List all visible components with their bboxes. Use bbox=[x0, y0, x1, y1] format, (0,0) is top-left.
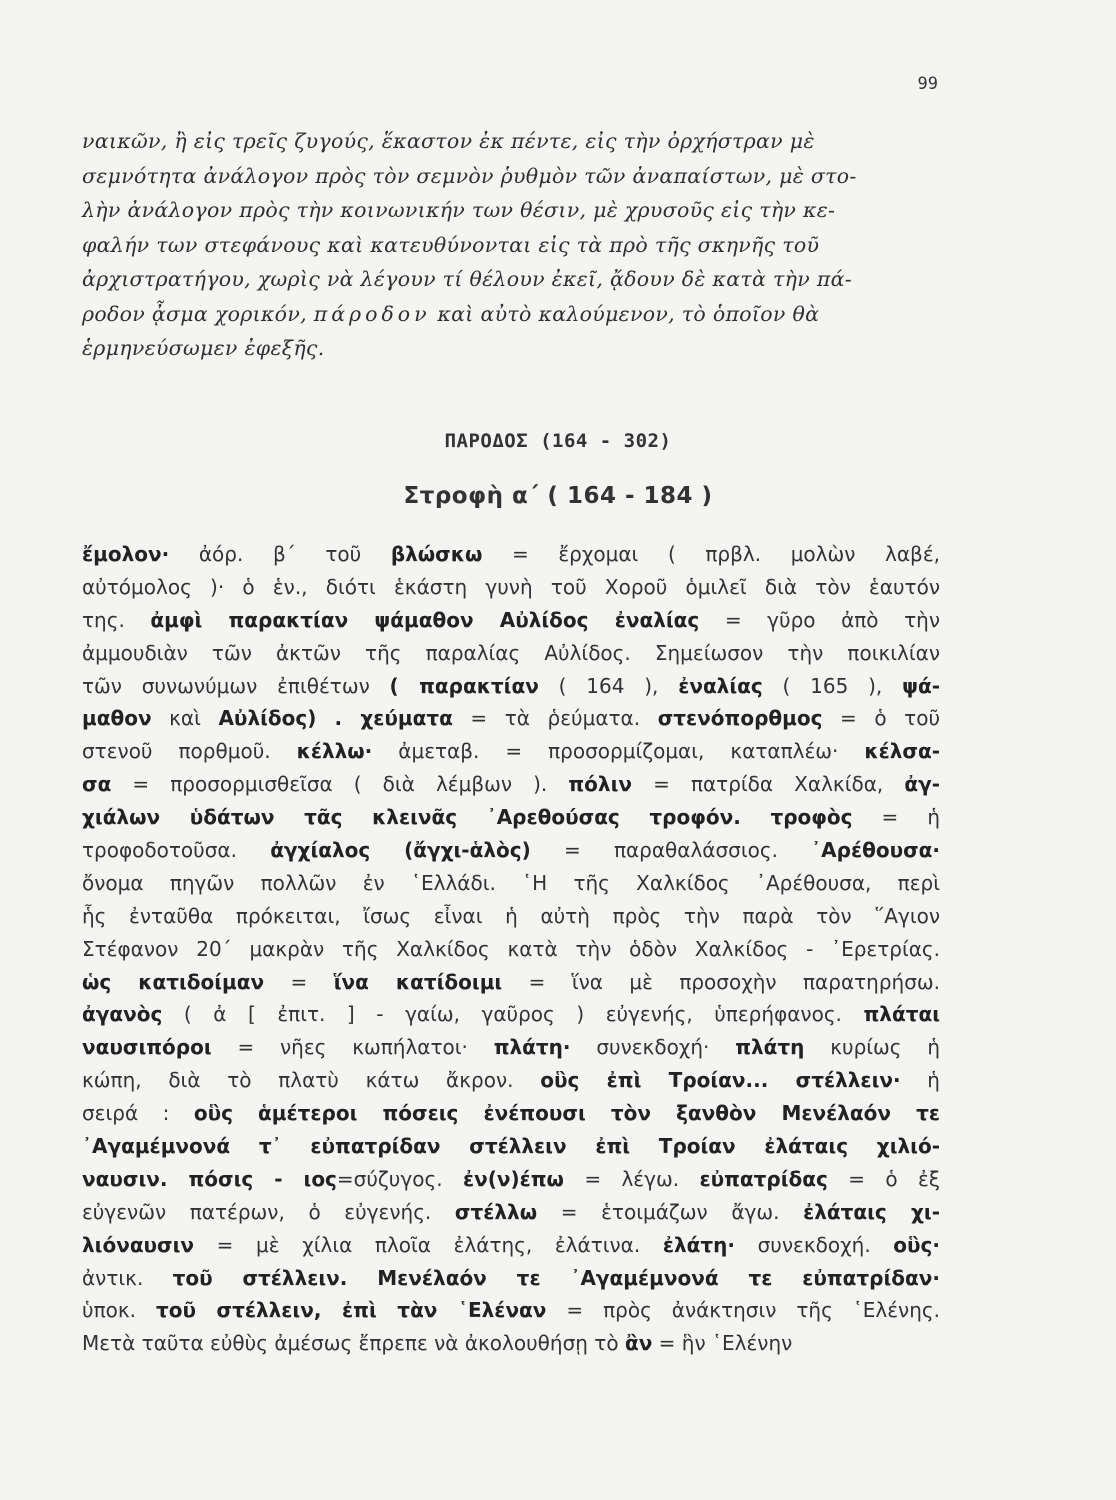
commentary-text-segment: = μὲ χίλια πλοῖα ἐλάτης, ἐλάτινα. bbox=[194, 1232, 663, 1257]
commentary-line bbox=[82, 998, 940, 1031]
commentary-text bbox=[82, 538, 940, 1360]
intro-line bbox=[82, 297, 938, 332]
commentary-text-segment: = bbox=[264, 969, 334, 994]
intro-text: καὶ αὐτὸ καλούμενον, τὸ ὁποῖον θὰ bbox=[437, 301, 820, 326]
keyword: ἐλάταις χι- bbox=[803, 1199, 941, 1224]
intro-line: ἀρχιστρατήγου, χωρὶς νὰ λέγουν τί θέλουν ἐκεῖ, ᾄδουν δὲ κατὰ τὴν πά- bbox=[82, 267, 852, 291]
commentary-line bbox=[82, 1229, 940, 1262]
commentary-text-segment: = ἵνα μὲ προσοχὴν παρατηρήσω. bbox=[502, 969, 940, 994]
commentary-text-segment: = ἣν ῾Ελένην bbox=[652, 1331, 793, 1356]
commentary-line bbox=[82, 1064, 940, 1097]
commentary-line bbox=[82, 637, 940, 670]
keyword: ἔμολον· bbox=[82, 542, 170, 566]
keyword: ( παρακτίαν bbox=[389, 673, 539, 698]
keyword: εὐπατρίδας bbox=[699, 1166, 828, 1191]
commentary-text-segment: = ἔρχομαι ( πρβλ. μολὼν λαβέ, bbox=[482, 542, 940, 566]
commentary-line bbox=[82, 1163, 940, 1196]
commentary-text-segment: = ἑτοιμάζων ἄγω. bbox=[537, 1199, 804, 1224]
intro-paragraph bbox=[82, 124, 938, 366]
commentary-line bbox=[82, 571, 940, 604]
commentary-text-segment: καὶ bbox=[151, 706, 219, 731]
intro-line: λὴν ἀνάλογον πρὸς τὴν κοινωνικήν των θέσιν, μὲ χρυσοῦς εἰς τὴν κε- bbox=[82, 198, 836, 222]
commentary-text-segment: = γῦρο ἀπὸ τὴν bbox=[699, 607, 940, 632]
keyword: ἀγχίαλος (ἄγχι-ἁλὸς) bbox=[270, 838, 531, 863]
commentary-text-segment: Μετὰ ταῦτα εὐθὺς ἀμέσως ἔπρεπε νὰ ἀκολουθήσῃ τὸ bbox=[82, 1331, 625, 1356]
commentary-text-segment: = ὁ ἐξ bbox=[827, 1166, 940, 1191]
commentary-text-segment: = νῆες κωπήλατοι· bbox=[211, 1035, 494, 1060]
commentary-text-segment: = ἡ bbox=[852, 805, 940, 830]
keyword: ἐν(ν)έπω bbox=[462, 1166, 564, 1191]
spaced-term: πάροδον bbox=[313, 301, 431, 326]
commentary-text-segment: κυρίως ἡ bbox=[804, 1035, 941, 1060]
commentary-text-segment: αὐτόμολος )· ὁ ἑν., διότι ἑκάστη γυνὴ τοῦ Χοροῦ ὁμιλεῖ διὰ τὸν ἑαυτόν bbox=[82, 574, 940, 599]
page-number: 99 bbox=[917, 74, 938, 94]
keyword: ἀγ- bbox=[904, 772, 940, 797]
keyword: ἂν bbox=[624, 1331, 653, 1356]
intro-line: ναικῶν, ἢ εἰς τρεῖς ζυγούς, ἕκαστον ἐκ πέντε, εἰς τὴν ὀρχήστραν μὲ bbox=[82, 129, 815, 153]
commentary-line bbox=[82, 1097, 940, 1130]
keyword: ἵνα κατίδοιμι bbox=[333, 969, 503, 994]
intro-line: φαλήν των στεφάνους καὶ κατευθύνονται εἰς τὰ πρὸ τῆς σκηνῆς τοῦ bbox=[82, 232, 820, 257]
keyword: πόλιν bbox=[568, 772, 632, 797]
commentary-text-segment: = λέγω. bbox=[563, 1166, 700, 1191]
commentary-line bbox=[82, 1294, 940, 1327]
intro-text: ροδον ᾆσμα χορικόν, bbox=[82, 301, 307, 326]
commentary-line bbox=[82, 1130, 940, 1163]
keyword: οὓς ἐπὶ Τροίαν... στέλλειν· bbox=[540, 1068, 901, 1093]
keyword: ἐλάτη· bbox=[662, 1232, 735, 1257]
commentary-line bbox=[82, 538, 940, 571]
commentary-line bbox=[82, 670, 940, 703]
keyword: χιάλων ὑδάτων τᾶς κλεινᾶς ᾿Αρεθούσας τροφόν. τροφὸς bbox=[82, 805, 853, 830]
keyword: ᾿Αγαμέμνονά τ᾿ εὐπατρίδαν στέλλειν ἐπὶ Τροίαν ἐλάταις χιλιό- bbox=[82, 1134, 940, 1159]
commentary-text-segment: ἀντικ. bbox=[82, 1265, 173, 1290]
commentary-text-segment: ( 165 ), bbox=[762, 673, 903, 698]
commentary-text-segment: ὄνομα πηγῶν πολλῶν ἐν ῾Ελλάδι. ῾Η τῆς Χαλκίδος ᾿Αρέθουσα, περὶ bbox=[82, 870, 940, 895]
keyword: σα bbox=[82, 772, 112, 797]
keyword: ὡς κατιδοίμαν bbox=[82, 969, 265, 994]
commentary-text-segment: ἀόρ. β΄ τοῦ bbox=[169, 542, 391, 566]
commentary-line bbox=[82, 933, 940, 966]
commentary-line bbox=[82, 900, 940, 933]
keyword: κέλσα- bbox=[864, 739, 940, 764]
commentary-line bbox=[82, 1262, 940, 1295]
commentary-text-segment: = πατρίδα Χαλκίδα, bbox=[632, 772, 905, 797]
intro-line: ἑρμηνεύσωμεν ἐφεξῆς. bbox=[82, 336, 325, 360]
commentary-text-segment: ἧς ἐνταῦθα πρόκειται, ἴσως εἶναι ἡ αὐτὴ πρὸς τὴν παρὰ τὸν ῞Αγιον bbox=[82, 903, 940, 928]
keyword: τοῦ στέλλειν. Μενέλαόν τε ᾿Αγαμέμνονά τε εὐπατρίδαν· bbox=[172, 1265, 940, 1290]
commentary-text-segment: ( 164 ), bbox=[538, 673, 679, 698]
commentary-line bbox=[82, 1196, 940, 1229]
commentary-text-segment: εὐγενῶν πατέρων, ὁ εὐγενής. bbox=[82, 1199, 455, 1224]
commentary-text-segment: ἡ bbox=[900, 1068, 940, 1093]
keyword: οὓς ἁμέτεροι πόσεις ἐνέπουσι τὸν ξανθὸν Μενέλαόν τε bbox=[193, 1101, 940, 1126]
commentary-text-segment: συνεκδοχή· bbox=[570, 1035, 736, 1060]
commentary-text-segment: Στέφανον 20΄ μακρὰν τῆς Χαλκίδος κατὰ τὴν ὁδὸν Χαλκίδος - ᾿Ερετρίας. bbox=[82, 936, 940, 961]
commentary-line bbox=[82, 1031, 940, 1064]
commentary-text-segment: ( ἀ [ ἐπιτ. ] - γαίω, γαῦρος ) εὐγενής, ὑπερήφανος. bbox=[162, 1002, 864, 1027]
keyword: πλάτη· bbox=[493, 1035, 571, 1060]
commentary-line bbox=[82, 604, 940, 637]
commentary-text-segment: στενοῦ πορθμοῦ. bbox=[82, 739, 297, 764]
keyword: ἀμφὶ παρακτίαν ψάμαθον Αὐλίδος ἐναλίας bbox=[150, 607, 700, 632]
keyword: λιόναυσιν bbox=[82, 1232, 195, 1257]
keyword: πλάται bbox=[863, 1002, 940, 1027]
keyword: στενόπορθμος bbox=[657, 706, 823, 731]
keyword: πλάτη bbox=[735, 1035, 805, 1060]
commentary-text-segment: = ὁ τοῦ bbox=[822, 706, 941, 731]
intro-line: σεμνότητα ἀνάλογον πρὸς τὸν σεμνὸν ῥυθμὸν τῶν ἀναπαίστων, μὲ στο- bbox=[82, 163, 857, 188]
keyword: ψά- bbox=[902, 673, 940, 698]
keyword: μαθον bbox=[82, 706, 152, 731]
keyword: ἐναλίας bbox=[678, 673, 763, 698]
commentary-line bbox=[82, 867, 940, 900]
commentary-line bbox=[82, 768, 940, 801]
keyword: οὓς· bbox=[893, 1232, 940, 1257]
keyword: Αὐλίδος) . χεύματα bbox=[218, 706, 453, 731]
commentary-text-segment: ἀμεταβ. = προσορμίζομαι, καταπλέω· bbox=[372, 739, 865, 764]
keyword: βλώσκω bbox=[390, 542, 483, 566]
commentary-text-segment: σειρά : bbox=[82, 1101, 194, 1126]
commentary-line bbox=[82, 966, 940, 999]
keyword: ἀγανὸς bbox=[82, 1002, 163, 1027]
commentary-text-segment: τροφοδοτοῦσα. bbox=[82, 838, 271, 863]
keyword: ναυσιν. πόσις - ιος bbox=[82, 1166, 337, 1191]
section-title: ΠΑΡΟΔΟΣ (164 - 302) bbox=[444, 430, 672, 452]
commentary-text-segment: ἀμμουδιὰν τῶν ἀκτῶν τῆς παραλίας Αὐλίδος. Σημείωσον τὴν ποικιλίαν bbox=[82, 640, 940, 665]
keyword: στέλλω bbox=[454, 1199, 538, 1224]
strophe-title: Στροφὴ α΄ ( 164 - 184 ) bbox=[403, 483, 713, 509]
commentary-line bbox=[82, 801, 940, 834]
commentary-line bbox=[82, 1327, 940, 1360]
commentary-line bbox=[82, 735, 940, 768]
commentary-text-segment: = παραθαλάσσιος. bbox=[530, 838, 812, 863]
commentary-text-segment: = πρὸς ἀνάκτησιν τῆς ῾Ελένης. bbox=[546, 1298, 940, 1323]
commentary-text-segment: = τὰ ῥεύματα. bbox=[452, 706, 658, 731]
commentary-text-segment: συνεκδοχή. bbox=[734, 1232, 894, 1257]
keyword: κέλλω· bbox=[296, 739, 373, 764]
commentary-text-segment: της. bbox=[82, 607, 151, 632]
commentary-line bbox=[82, 834, 940, 867]
keyword: τοῦ στέλλειν, ἐπὶ τὰν ῾Ελέναν bbox=[155, 1298, 547, 1323]
keyword: ναυσιπόροι bbox=[82, 1035, 212, 1060]
keyword: ᾿Αρέθουσα· bbox=[811, 838, 940, 863]
commentary-text-segment: = προσορμισθεῖσα ( διὰ λέμβων ). bbox=[111, 772, 569, 797]
commentary-text-segment: ὑποκ. bbox=[82, 1298, 156, 1323]
commentary-text-segment: =σύζυγος. bbox=[336, 1166, 463, 1191]
commentary-text-segment: κώπη, διὰ τὸ πλατὺ κάτω ἄκρον. bbox=[82, 1068, 541, 1093]
commentary-text-segment: τῶν συνωνύμων ἐπιθέτων bbox=[82, 673, 390, 698]
commentary-line bbox=[82, 702, 940, 735]
